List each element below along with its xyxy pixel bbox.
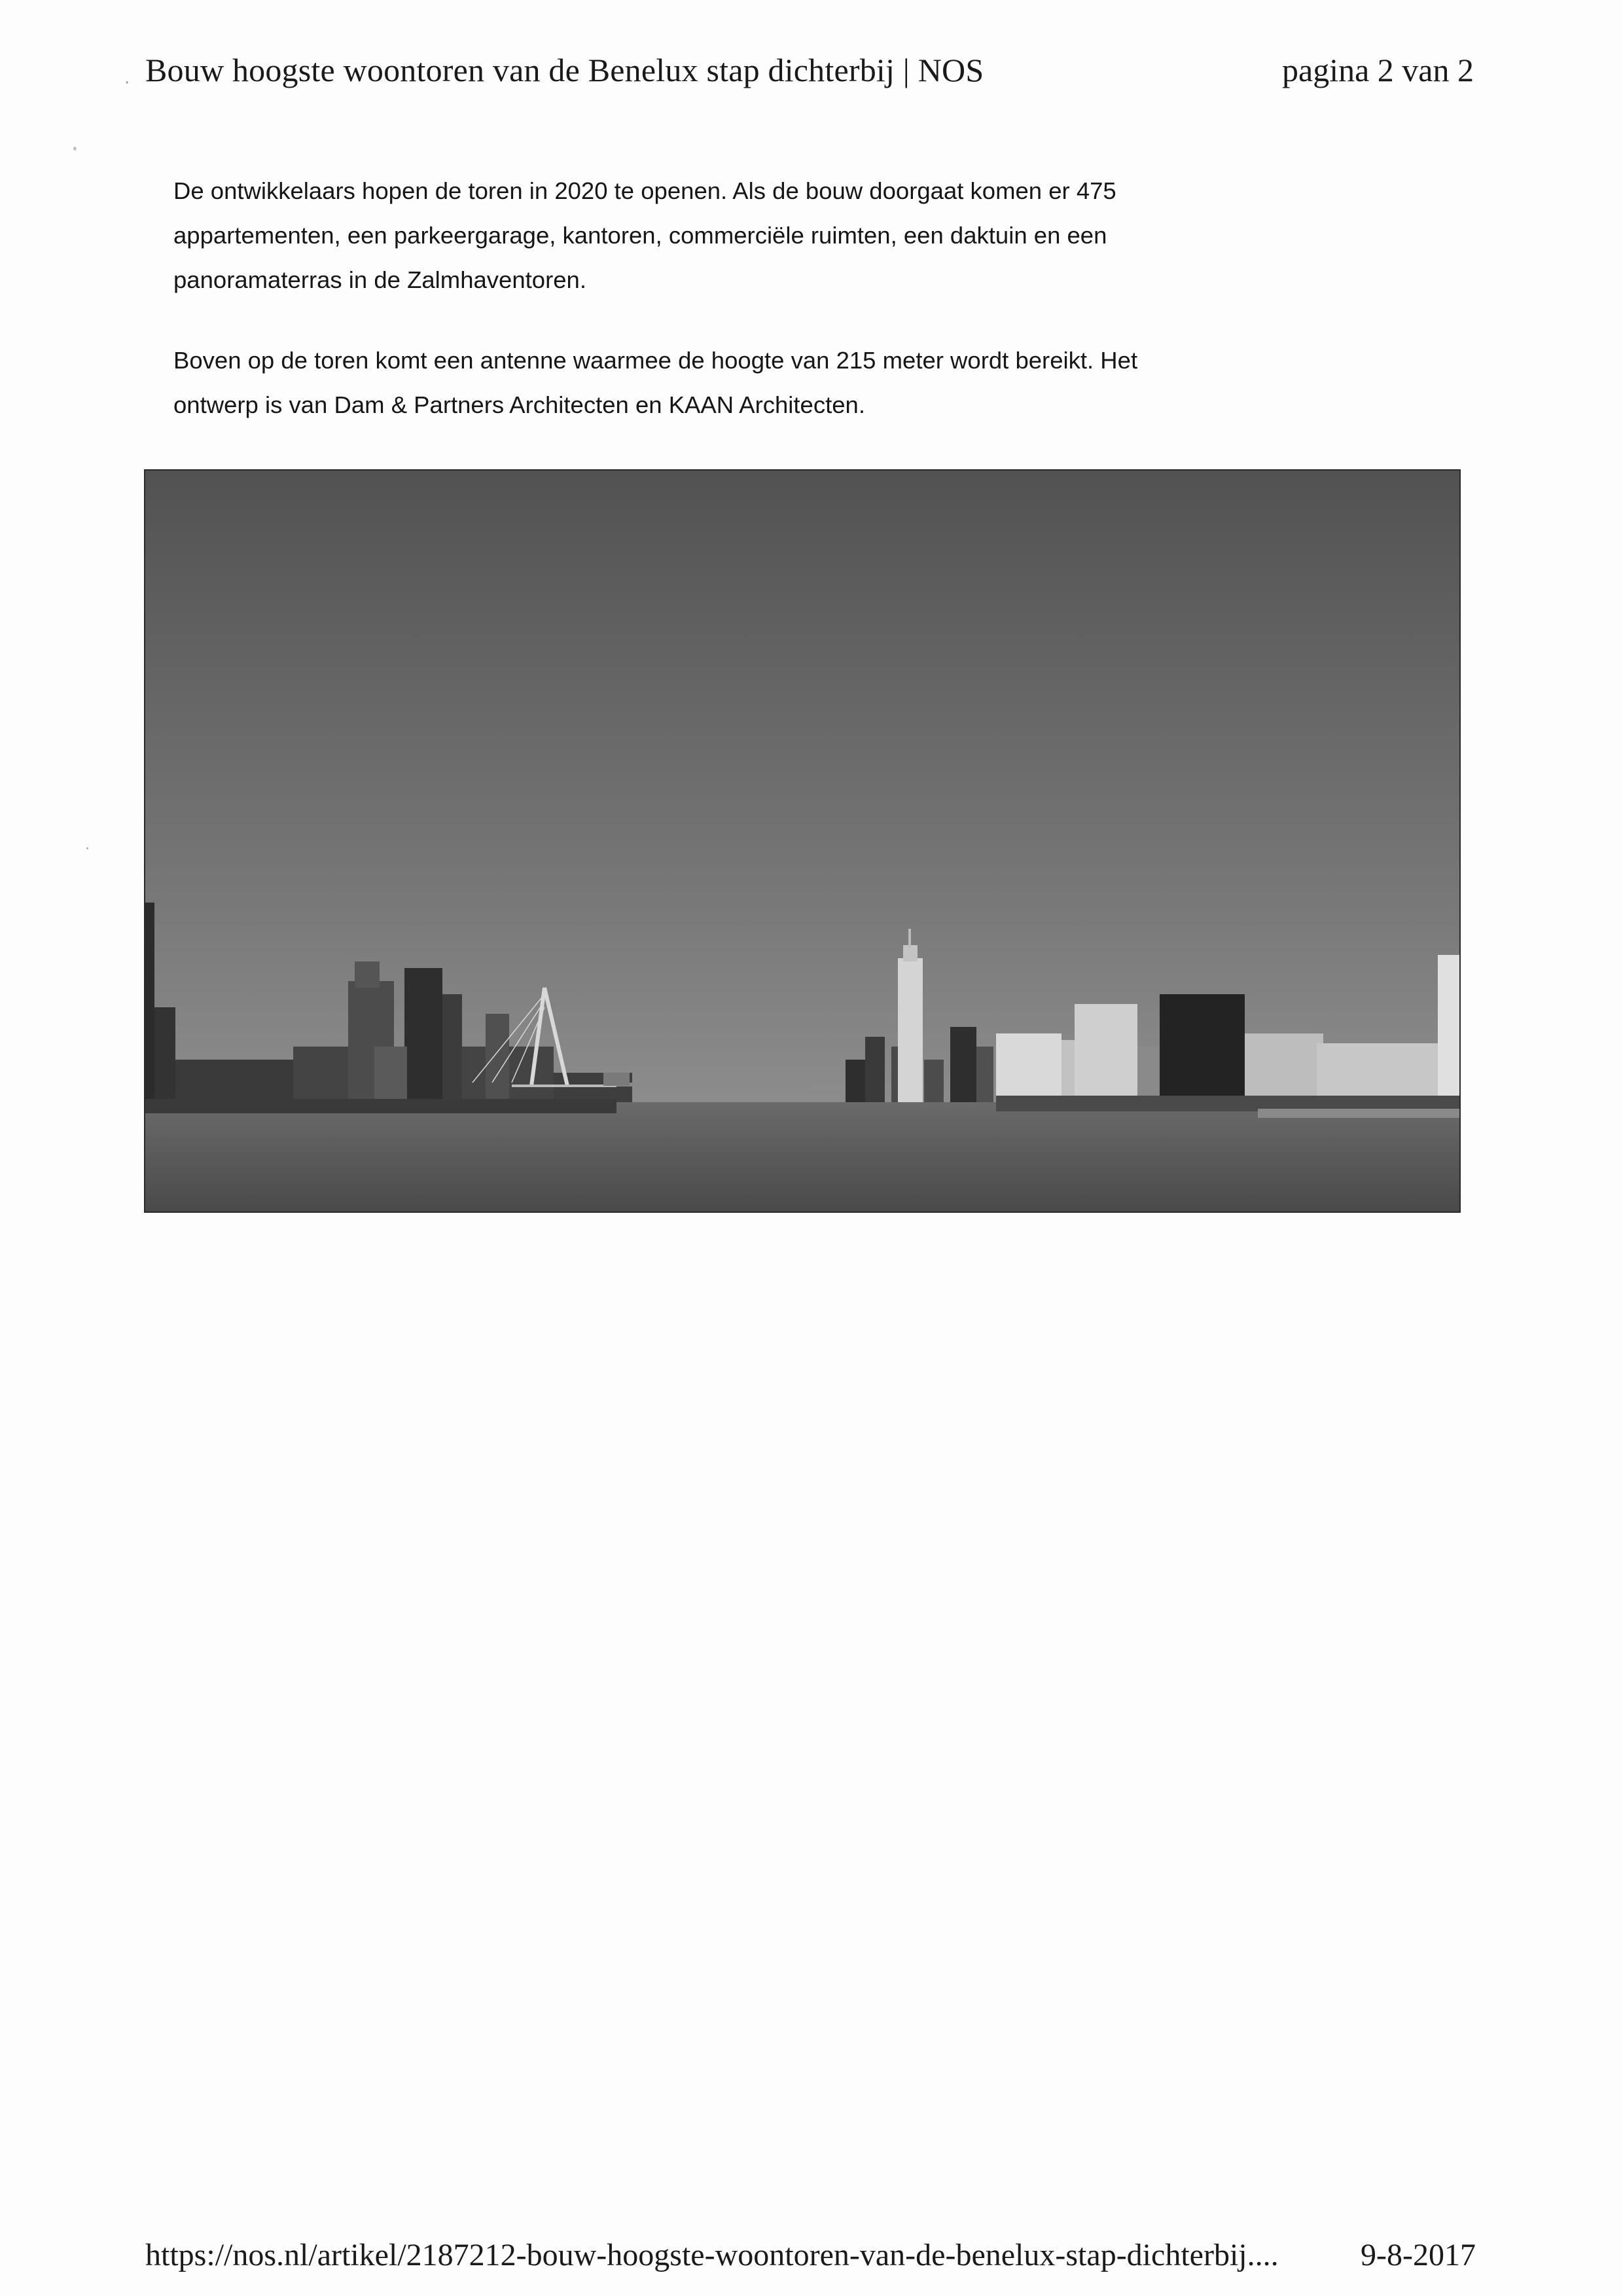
skyline-illustration — [145, 471, 1459, 1211]
article-paragraph: De ontwikkelaars hopen de toren in 2020 te openen. Als de bouw doorgaat komen er 475 appartementen, een parkeergarage, kantoren, commerciële ruimten, een daktuin en een panoramaterras in de Zalmhaventoren. — [173, 177, 1116, 293]
scan-speck: · — [71, 134, 79, 164]
article-paragraph: Boven op de toren komt een antenne waarmee de hoogte van 215 meter wordt bereikt. Het ontwerp is van Dam & Partners Architecten en KAAN Architecten. — [173, 347, 1138, 418]
footer-source-url: https://nos.nl/artikel/2187212-bouw-hoogste-woontoren-van-de-benelux-stap-dichterbij.... — [145, 2238, 1279, 2272]
scan-speck: · — [124, 73, 130, 93]
left-quay — [145, 1099, 616, 1113]
footer-print-date: 9-8-2017 — [1361, 2238, 1476, 2272]
river-maas — [145, 1102, 1459, 1211]
page-number: pagina 2 van 2 — [1282, 52, 1474, 88]
scan-speck: · — [85, 841, 90, 857]
right-quay-edge — [1258, 1109, 1459, 1118]
rotterdam-skyline-photo — [144, 469, 1461, 1213]
page-header-title: Bouw hoogste woontoren van de Benelux stap dichterbij | NOS — [145, 52, 984, 88]
